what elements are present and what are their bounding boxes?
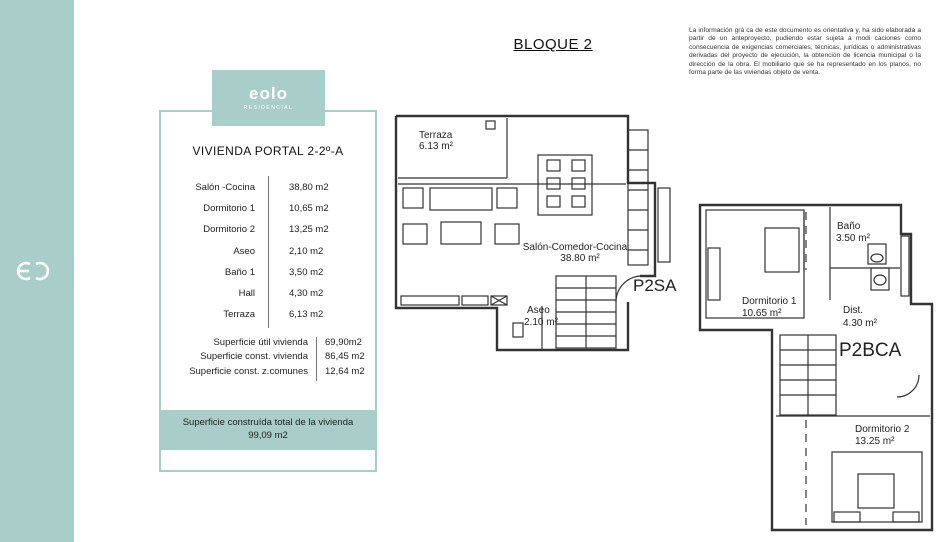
surface-name: Superficie const. vivienda (200, 351, 308, 363)
room-area: 2,10 m2 (289, 245, 324, 257)
room-area: 6,13 m2 (289, 309, 324, 321)
brand-subtitle: RESIDENCIAL (243, 105, 294, 111)
surface-value: 86,45 m2 (325, 351, 365, 363)
room-area: 10,65 m2 (289, 203, 329, 215)
dormitorio-2-label: Dormitorio 2 (855, 424, 910, 435)
surface-name: Superficie útil vivienda (213, 337, 308, 348)
salon-area: 38.80 m² (560, 253, 600, 264)
surface-name: Superficie const. z.comunes (189, 365, 308, 377)
bano-label: Baño (837, 221, 861, 232)
surface-value: 69,90m2 (325, 337, 362, 348)
room-area: 13,25 m2 (289, 224, 329, 236)
total-value: 99,09 m2 (248, 430, 288, 441)
p2bca-label: P2BCA (839, 340, 902, 361)
surface-value: 12,64 m2 (325, 365, 365, 377)
dist-label: Dist. (843, 305, 863, 316)
terraza-area: 6.13 m² (419, 141, 453, 152)
room-area: 38,80 m2 (289, 182, 329, 193)
dist-area: 4.30 m² (843, 318, 877, 329)
aseo-label: Aseo (527, 305, 550, 316)
dormitorio-1-label: Dormitorio 1 (742, 296, 797, 307)
room-name: Hall (238, 287, 255, 299)
room-name: Salón -Cocina (195, 182, 255, 193)
terraza-label: Terraza (419, 130, 453, 141)
room-name: Dormitorio 2 (203, 224, 255, 236)
salon-label: Salón-Comedor-Cocina (522, 242, 628, 253)
bloque-title: BLOQUE 2 (513, 36, 593, 53)
dormitorio-2-area: 13.25 m² (855, 436, 895, 447)
p2sa-label: P2SA (633, 276, 677, 295)
room-name: Baño 1 (224, 266, 255, 278)
total-label: Superficie construída total de la vivienda (182, 417, 354, 428)
room-name: Terraza (223, 309, 255, 321)
unit-title: VIVIENDA PORTAL 2-2º-A (192, 144, 344, 158)
dormitorio-1-area: 10.65 m² (742, 308, 782, 319)
disclaimer-text: La información grá ca de este documento es orientativa y, ha sido elaborada a partir de un anteproyecto, pudiendo estar sujeta a modi caciones como consecuencia de exigencias comerciales, técnicas, jurídicas o administrativas derivadas del proyecto de ejecución, la obtención de licencia municipal o la dirección de la obra. El mobiliario que se ha representado en los planos, no forma parte de las viviendas objeto de venta. (689, 27, 921, 77)
room-name: Aseo (233, 245, 255, 257)
aseo-area: 2.10 m² (524, 317, 558, 328)
room-name: Dormitorio 1 (203, 203, 255, 215)
room-area: 3,50 m2 (289, 266, 324, 278)
brand-name: eolo (249, 84, 288, 103)
room-area: 4,30 m2 (289, 287, 324, 299)
bano-area: 3.50 m² (836, 233, 870, 244)
